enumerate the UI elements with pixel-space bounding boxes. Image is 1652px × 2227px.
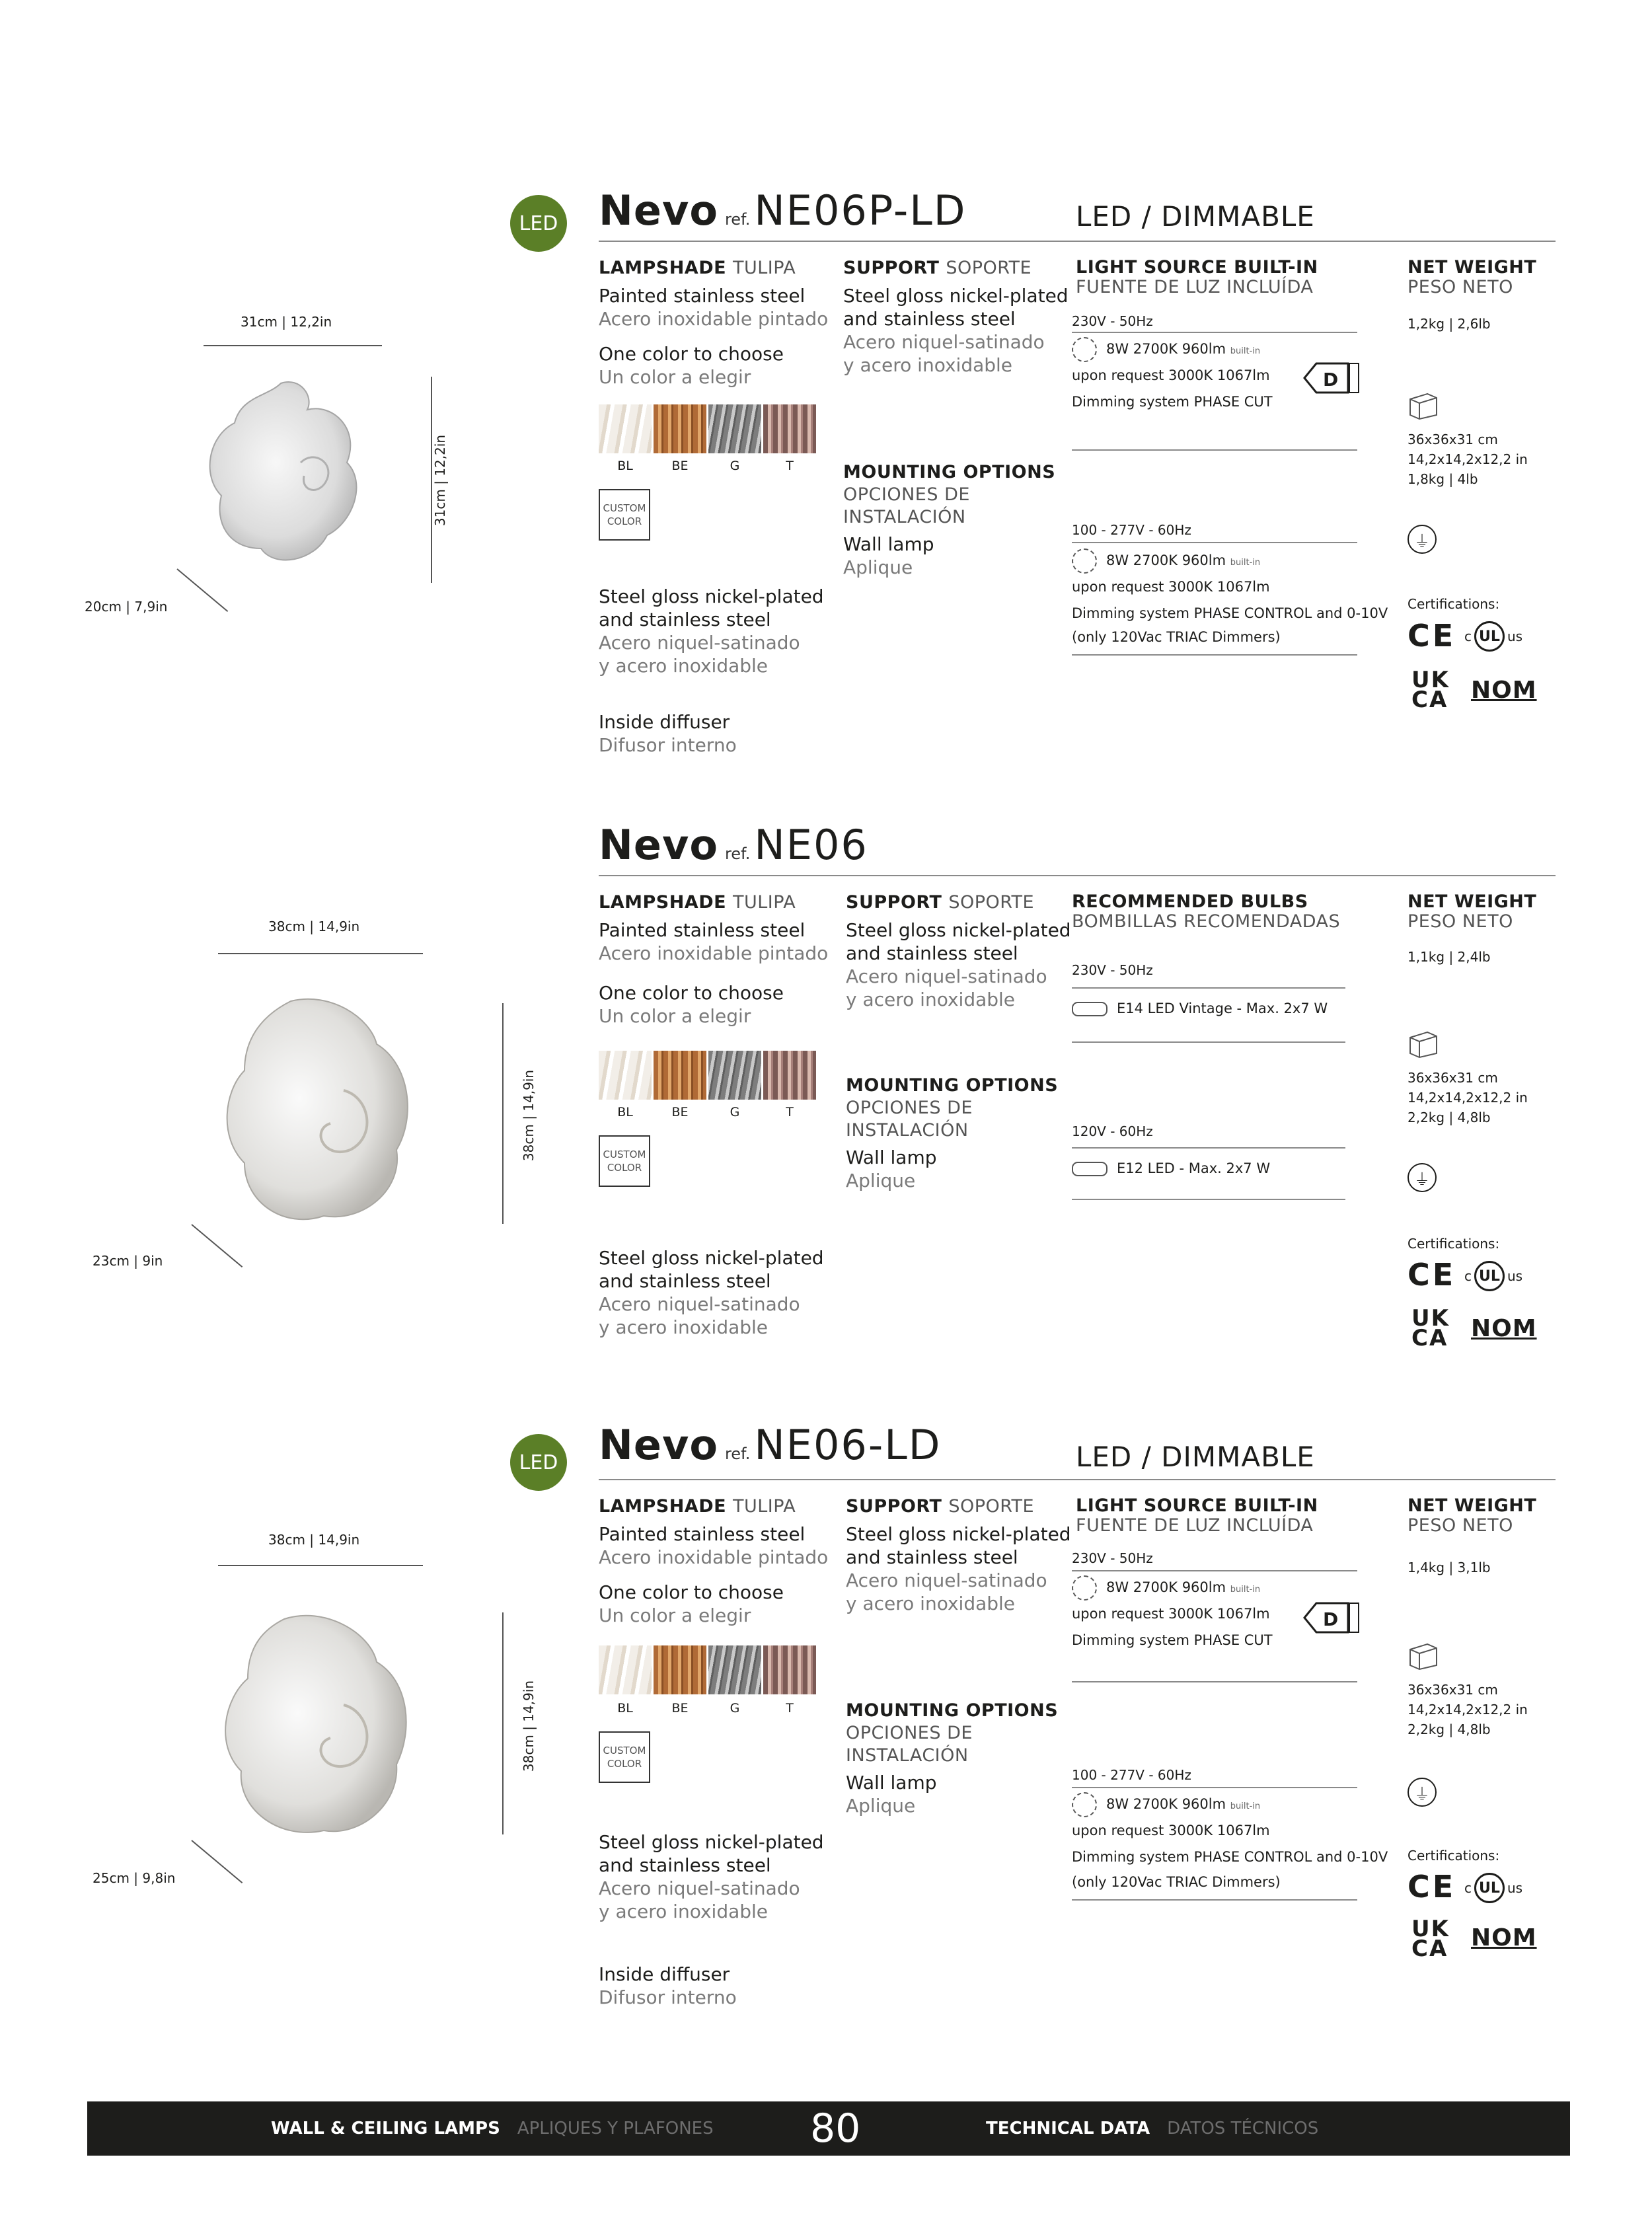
support-material: Steel gloss nickel-plated and stainless steel Acero niquel-satinado y acero inoxidable xyxy=(599,1831,824,1922)
dimming-phase-control: Dimming system PHASE CONTROL and 0-10V xyxy=(1072,1849,1388,1865)
footer-technical-es: DATOS TÉCNICOS xyxy=(1167,2119,1319,2138)
swatch-g[interactable] xyxy=(708,404,761,453)
footer-section-left xyxy=(271,2101,714,2156)
light-source-heading: LIGHT SOURCE BUILT-IN FUENTE DE LUZ INCLUÍDA xyxy=(1076,1495,1318,1536)
voltage-230: 230V - 50Hz xyxy=(1072,313,1153,329)
ul-mark-icon: c UL us xyxy=(1464,1261,1522,1291)
voltage-100-277: 100 - 277V - 60Hz xyxy=(1072,1767,1191,1783)
swatch-g[interactable] xyxy=(708,1051,761,1100)
voltage-120: 120V - 60Hz xyxy=(1072,1123,1153,1139)
led-icon xyxy=(1072,337,1097,362)
lampshade-material: Painted stainless steel Acero inoxidable pintado One color to choose Un color a elegir xyxy=(599,285,829,388)
height-dimension: 31cm | 12,2in xyxy=(432,434,448,527)
voltage-230: 230V - 50Hz xyxy=(1072,1550,1153,1566)
color-swatches[interactable] xyxy=(599,404,816,453)
support-material: Steel gloss nickel-plated and stainless steel Acero niquel-satinado y acero inoxidable xyxy=(599,585,824,677)
support-text: Steel gloss nickel-plated and stainless steel Acero niquel-satinado y acero inoxidable xyxy=(846,919,1071,1010)
svg-text:D: D xyxy=(1323,1608,1339,1630)
lampshade-heading: LAMPSHADE TULIPA xyxy=(599,1496,796,1517)
ground-icon: ⏚ xyxy=(1408,1163,1437,1192)
separator xyxy=(1072,1899,1357,1901)
product-title xyxy=(599,1421,942,1469)
swatch-g[interactable] xyxy=(708,1645,761,1694)
ground-icon: ⏚ xyxy=(1408,525,1437,554)
separator xyxy=(1072,1199,1345,1200)
mounting-heading: MOUNTING OPTIONS OPCIONES DE INSTALACIÓN xyxy=(846,1075,1059,1141)
nom-mark-icon: NOM xyxy=(1471,677,1537,704)
nom-mark-icon: NOM xyxy=(1471,1315,1537,1342)
net-weight-heading: NET WEIGHT PESO NETO xyxy=(1408,891,1537,932)
upon-request: upon request 3000K 1067lm xyxy=(1072,1823,1270,1838)
separator xyxy=(1072,542,1357,543)
support-text: Steel gloss nickel-plated and stainless steel Acero niquel-satinado y acero inoxidable xyxy=(846,1523,1071,1614)
lampshade-material: Painted stainless steel Acero inoxidable pintado One color to choose Un color a elegir xyxy=(599,1523,829,1626)
swatch-be[interactable] xyxy=(654,1645,706,1694)
footer-category: WALL & CEILING LAMPS xyxy=(271,2119,500,2138)
separator xyxy=(1072,654,1357,656)
page-number: 80 xyxy=(810,2105,861,2152)
packaging-info: 36x36x31 cm 14,2x14,2x12,2 in 1,8kg | 4lb xyxy=(1408,432,1528,487)
voltage-100-277: 100 - 277V - 60Hz xyxy=(1072,522,1191,538)
ul-mark-icon: c UL us xyxy=(1464,1873,1522,1903)
separator xyxy=(1072,1147,1345,1149)
bulb-e12: E12 LED - Max. 2x7 W xyxy=(1072,1160,1270,1176)
product-code: NE06P-LD xyxy=(754,186,967,235)
lampshade-heading: LAMPSHADE TULIPA xyxy=(599,892,796,913)
mounting-heading: MOUNTING OPTIONS OPCIONES DE INSTALACIÓN xyxy=(846,1700,1059,1766)
bulb-icon xyxy=(1072,1162,1108,1176)
led-badge: LED xyxy=(510,195,567,252)
lamp-image xyxy=(211,991,423,1229)
net-weight-heading: NET WEIGHT PESO NETO xyxy=(1408,257,1537,297)
title-rule xyxy=(599,1479,1556,1480)
ukca-mark-icon: UK CA xyxy=(1411,1305,1450,1351)
width-dimension: 31cm | 12,2in xyxy=(241,314,332,330)
dimmable-label: LED / DIMMABLE xyxy=(1076,200,1315,233)
led-spec: 8W 2700K 960lm built-in xyxy=(1072,1792,1260,1817)
color-swatches[interactable] xyxy=(599,1051,816,1100)
depth-line xyxy=(191,1840,243,1883)
height-dimension: 38cm | 14,9in xyxy=(521,1069,537,1162)
mounting-heading: MOUNTING OPTIONS OPCIONES DE INSTALACIÓN xyxy=(843,462,1056,527)
upon-request: upon request 3000K 1067lm xyxy=(1072,1606,1270,1622)
height-dimension: 38cm | 14,9in xyxy=(521,1680,537,1772)
swatch-bl[interactable] xyxy=(599,1645,652,1694)
swatch-t[interactable] xyxy=(763,404,816,453)
ground-icon: ⏚ xyxy=(1408,1778,1437,1807)
support-heading: SUPPORT SOPORTE xyxy=(846,892,1035,913)
led-icon xyxy=(1072,1792,1097,1817)
depth-line xyxy=(176,568,228,612)
width-line xyxy=(204,345,382,346)
net-weight-value: 1,1kg | 2,4lb xyxy=(1408,949,1491,965)
swatch-labels: BL BE G T xyxy=(617,1105,794,1119)
net-weight-value: 1,2kg | 2,6lb xyxy=(1408,316,1491,332)
box-icon xyxy=(1408,1639,1439,1671)
support-text: Steel gloss nickel-plated and stainless steel Acero niquel-satinado y acero inoxidable xyxy=(843,285,1069,376)
ref-label: ref. xyxy=(724,210,751,229)
led-badge: LED xyxy=(510,1434,567,1491)
recommended-bulbs-heading: RECOMMENDED BULBS BOMBILLAS RECOMENDADAS xyxy=(1072,891,1341,932)
swatch-be[interactable] xyxy=(654,404,706,453)
dimming-phase-control: Dimming system PHASE CONTROL and 0-10V xyxy=(1072,605,1388,621)
upon-request: upon request 3000K 1067lm xyxy=(1072,367,1270,383)
custom-color-option[interactable]: CUSTOM COLOR xyxy=(599,489,650,541)
diffuser: Inside diffuser Difusor interno xyxy=(599,1963,737,2008)
height-line xyxy=(502,1003,504,1224)
width-line xyxy=(218,1565,423,1566)
box-icon xyxy=(1408,389,1439,420)
product-title xyxy=(599,186,967,235)
ref-label: ref. xyxy=(724,1445,751,1463)
energy-label-icon xyxy=(1303,1602,1361,1634)
dimming-phase-cut: Dimming system PHASE CUT xyxy=(1072,1632,1273,1648)
title-rule xyxy=(599,875,1556,876)
separator xyxy=(1072,1787,1357,1788)
footer-category-es: APLIQUES Y PLAFONES xyxy=(517,2119,714,2138)
net-weight-heading: NET WEIGHT PESO NETO xyxy=(1408,1495,1537,1536)
depth-dimension: 25cm | 9,8in xyxy=(93,1870,176,1886)
ul-mark-icon: c UL us xyxy=(1464,621,1522,652)
certifications-label: Certifications: xyxy=(1408,596,1500,612)
separator xyxy=(1072,987,1345,989)
separator xyxy=(1072,1041,1345,1043)
product-name: Nevo xyxy=(599,821,718,869)
separator xyxy=(1072,1570,1357,1571)
bulb-icon xyxy=(1072,1002,1108,1016)
svg-text:D: D xyxy=(1323,369,1339,391)
separator xyxy=(1072,449,1357,451)
ref-label: ref. xyxy=(724,845,751,863)
width-dimension: 38cm | 14,9in xyxy=(268,919,360,934)
led-spec: 8W 2700K 960lm built-in xyxy=(1072,1575,1260,1601)
lamp-image xyxy=(202,370,367,575)
packaging-info: 36x36x31 cm 14,2x14,2x12,2 in 2,2kg | 4,8lb xyxy=(1408,1070,1528,1125)
product-name: Nevo xyxy=(599,186,718,235)
dimming-note: (only 120Vac TRIAC Dimmers) xyxy=(1072,1874,1281,1890)
swatch-t[interactable] xyxy=(763,1051,816,1100)
ukca-mark-icon: UK CA xyxy=(1411,1916,1450,1962)
color-swatches[interactable] xyxy=(599,1645,816,1694)
lampshade-material: Painted stainless steel Acero inoxidable pintado One color to choose Un color a elegir xyxy=(599,919,829,1027)
led-icon xyxy=(1072,1575,1097,1601)
width-line xyxy=(218,953,423,954)
box-icon xyxy=(1408,1027,1439,1059)
dimmable-label: LED / DIMMABLE xyxy=(1076,1441,1315,1473)
led-spec: 8W 2700K 960lm built-in xyxy=(1072,548,1260,574)
voltage-230: 230V - 50Hz xyxy=(1072,962,1153,978)
support-material: Steel gloss nickel-plated and stainless steel Acero niquel-satinado y acero inoxidable xyxy=(599,1247,824,1338)
certifications-label: Certifications: xyxy=(1408,1236,1500,1252)
product-title xyxy=(599,821,868,869)
swatch-labels: BL BE G T xyxy=(617,1701,794,1716)
net-weight-value: 1,4kg | 3,1lb xyxy=(1408,1560,1491,1575)
light-source-heading: LIGHT SOURCE BUILT-IN FUENTE DE LUZ INCLUÍDA xyxy=(1076,257,1318,297)
depth-dimension: 23cm | 9in xyxy=(93,1253,163,1269)
swatch-bl[interactable] xyxy=(599,1051,652,1100)
nom-mark-icon: NOM xyxy=(1471,1924,1537,1951)
dimming-phase-cut: Dimming system PHASE CUT xyxy=(1072,394,1273,410)
swatch-t[interactable] xyxy=(763,1645,816,1694)
mounting-option: Wall lamp Aplique xyxy=(846,1147,937,1191)
support-heading: SUPPORT SOPORTE xyxy=(843,258,1032,278)
footer-section-right xyxy=(986,2101,1318,2156)
support-heading: SUPPORT SOPORTE xyxy=(846,1496,1035,1517)
certifications-label: Certifications: xyxy=(1408,1848,1500,1864)
separator xyxy=(1072,332,1357,333)
lampshade-heading: LAMPSHADE TULIPA xyxy=(599,258,796,278)
custom-color-option[interactable]: CUSTOM COLOR xyxy=(599,1135,650,1187)
swatch-be[interactable] xyxy=(654,1051,706,1100)
product-code: NE06-LD xyxy=(754,1421,942,1469)
separator xyxy=(1072,1681,1357,1682)
swatch-labels: BL BE G T xyxy=(617,459,794,473)
bulb-e14: E14 LED Vintage - Max. 2x7 W xyxy=(1072,1000,1328,1016)
title-rule xyxy=(599,241,1556,242)
width-dimension: 38cm | 14,9in xyxy=(268,1532,360,1548)
product-name: Nevo xyxy=(599,1421,718,1469)
depth-line xyxy=(191,1224,243,1267)
ce-mark-icon: CE xyxy=(1408,1869,1456,1905)
led-spec: 8W 2700K 960lm built-in xyxy=(1072,337,1260,362)
footer-technical: TECHNICAL DATA xyxy=(986,2119,1150,2138)
custom-color-option[interactable]: CUSTOM COLOR xyxy=(599,1731,650,1783)
mounting-option: Wall lamp Aplique xyxy=(843,533,934,578)
page-footer xyxy=(87,2101,1570,2156)
led-icon xyxy=(1072,548,1097,574)
diffuser: Inside diffuser Difusor interno xyxy=(599,711,737,756)
ukca-mark-icon: UK CA xyxy=(1411,667,1450,713)
swatch-bl[interactable] xyxy=(599,404,652,453)
lamp-image xyxy=(211,1606,423,1844)
height-line xyxy=(502,1612,504,1834)
product-code: NE06 xyxy=(754,821,868,869)
packaging-info: 36x36x31 cm 14,2x14,2x12,2 in 2,2kg | 4,8lb xyxy=(1408,1682,1528,1737)
ce-mark-icon: CE xyxy=(1408,1257,1456,1293)
energy-label-icon xyxy=(1303,362,1361,394)
depth-dimension: 20cm | 7,9in xyxy=(85,599,168,615)
ce-mark-icon: CE xyxy=(1408,618,1456,654)
dimming-note: (only 120Vac TRIAC Dimmers) xyxy=(1072,629,1281,645)
mounting-option: Wall lamp Aplique xyxy=(846,1772,937,1817)
upon-request: upon request 3000K 1067lm xyxy=(1072,579,1270,595)
